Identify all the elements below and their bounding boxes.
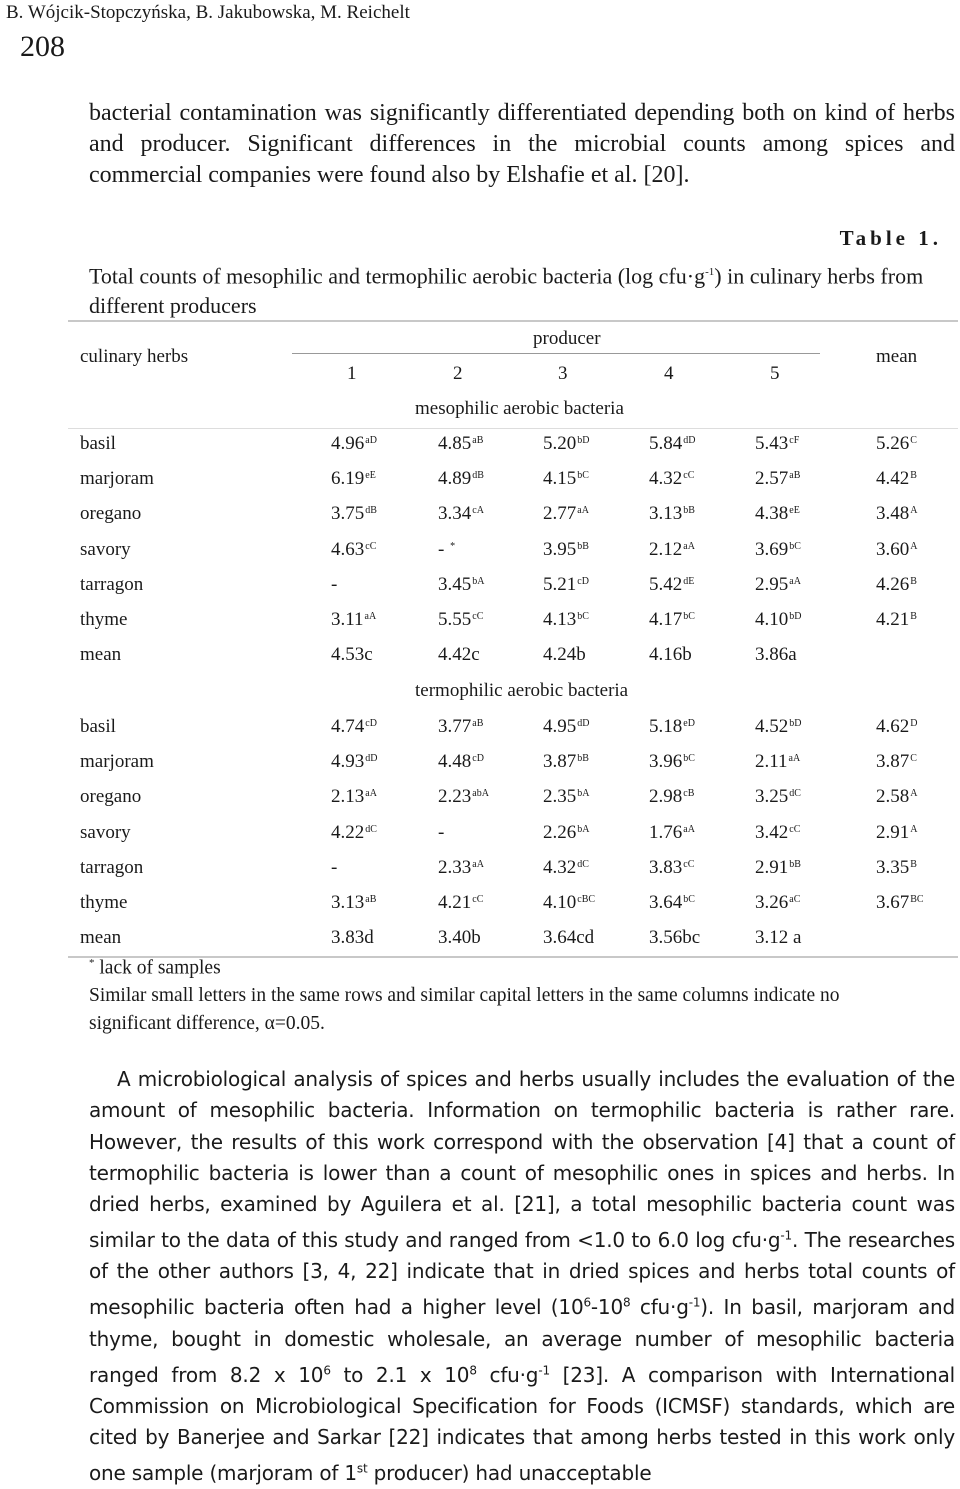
value-cell: $2.33^{aA}$ (438, 856, 484, 878)
row-label: marjoram (80, 751, 154, 773)
value-cell: $2.91^{bB}$ (755, 856, 801, 878)
value-cell: $3.34^{cA}$ (438, 503, 484, 525)
value-cell: $4.48^{cD}$ (438, 751, 484, 773)
value-cell: $3.95^{bB}$ (543, 538, 589, 560)
value-cell: 5.42dE (649, 573, 695, 595)
row-label: savory (80, 821, 131, 843)
value-cell: 3.83d (331, 927, 374, 949)
row-label: oregano (80, 786, 142, 808)
producer-col-5: 5 (770, 363, 780, 384)
value-cell: $4.21^{cC}$ (438, 892, 484, 913)
mean-cell: $4.21^B$ (876, 609, 917, 630)
value-cell: $3.75^{dB}$ (331, 503, 377, 525)
value-cell: $4.13^{bC}$ (543, 609, 589, 630)
value-cell: $4.10^{bD}$ (755, 609, 802, 630)
row-label: mean (80, 644, 122, 666)
value-cell: $3.11^{aA}$ (331, 609, 377, 630)
value-cell: $2.12^{aA}$ (649, 538, 695, 560)
value-cell: $4.17^{bC}$ (649, 609, 695, 630)
value-cell: 3.56bc (649, 927, 701, 949)
value-cell: $3.26^{aC}$ (755, 892, 801, 913)
value-cell: - * (438, 538, 456, 560)
value-cell: $4.32^{cC}$ (649, 468, 695, 490)
value-cell: $4.74^{cD}$ (331, 716, 377, 737)
value-cell: $3.83^{cC}$ (649, 856, 695, 878)
producer-col-3: 3 (558, 363, 568, 384)
table-note-significance: Similar small letters in the same rows and similar capital letters in the same columns indicate no (89, 985, 840, 1006)
row-label: oregano (80, 503, 142, 525)
producer-col-2: 2 (453, 363, 463, 384)
value-cell: $3.96^{bC}$ (649, 751, 695, 773)
value-cell: $5.20^{bD}$ (543, 433, 590, 454)
value-cell: $4.85^{aB}$ (438, 433, 484, 454)
value-cell: $3.25^{dC}$ (755, 786, 801, 808)
value-cell: $3.69^{bC}$ (755, 538, 801, 560)
col-header-mean: mean (876, 346, 918, 367)
value-cell: $2.11^{aA}$ (755, 751, 801, 773)
mean-cell: $3.87^C$ (876, 751, 917, 773)
intro-paragraph: bacterial contamination was significantly differentiated depending both on kind of herbs and producer. Significant differences in the microbial counts among spices and commercial companies were found also by Elshafie et al. [20]. (89, 100, 955, 188)
row-label: mean (80, 927, 122, 949)
value-cell: $4.22^{dC}$ (331, 821, 377, 843)
mean-cell: $3.35^B$ (876, 856, 917, 878)
value-cell: $3.64^{bC}$ (649, 892, 695, 913)
value-cell: $3.45^{bA}$ (438, 573, 485, 595)
value-cell: 4.53c (331, 644, 373, 666)
value-cell: 4.16b (649, 644, 692, 666)
value-cell: $3.13^{aB}$ (331, 892, 377, 913)
table-caption: Total counts of mesophilic and termophilic aerobic bacteria (log $cfu\cdot g^{-1}$) in culinary herbs from different producers (89, 263, 924, 319)
value-cell: 4.42c (438, 644, 480, 666)
value-cell: $2.26^{bA}$ (543, 821, 590, 843)
running-header-authors: B. Wójcik-Stopczyńska, B. Jakubowska, M. Reichelt (6, 2, 410, 23)
producer-underline (292, 353, 820, 354)
value-cell: $5.55^{cC}$ (438, 609, 484, 630)
row-label: basil (80, 716, 116, 737)
section-title: termophilic aerobic bacteria (415, 680, 629, 701)
table-label: Table 1. (839, 226, 942, 250)
value-cell: - (331, 856, 338, 878)
row-label: tarragon (80, 856, 144, 878)
value-cell: $2.57^{aB}$ (755, 468, 801, 490)
mean-cell: $3.67^{BC}$ (876, 892, 924, 913)
col-header-herbs: culinary herbs (80, 346, 189, 367)
producer-col-1: 1 (347, 363, 357, 384)
value-cell: - (438, 821, 445, 843)
value-cell: $5.43^{cF}$ (755, 433, 800, 454)
table-note-missing: * lack of samples (89, 957, 221, 979)
value-cell: $4.52^{bD}$ (755, 716, 802, 737)
row-label: thyme (80, 609, 128, 630)
value-cell: $3.13^{bB}$ (649, 503, 695, 525)
mean-cell: $3.60^A$ (876, 538, 918, 560)
mean-cell: $3.48^A$ (876, 503, 918, 525)
value-cell: $2.23^{abA}$ (438, 786, 489, 808)
mean-cell: $5.26^C$ (876, 433, 917, 454)
value-cell: 3.12 a (755, 927, 802, 949)
mean-cell: $4.62^D$ (876, 716, 918, 737)
value-cell: $1.76^{aA}$ (649, 821, 695, 843)
mean-cell: $4.42^B$ (876, 468, 917, 490)
row-label: marjoram (80, 468, 154, 490)
value-cell: $2.77^{aA}$ (543, 503, 589, 525)
value-cell: $2.13^{aA}$ (331, 786, 377, 808)
col-header-producer: producer (533, 328, 601, 349)
value-cell: $6.19^{eE}$ (331, 468, 376, 490)
row-label: savory (80, 538, 131, 560)
value-cell: $4.38^{eE}$ (755, 503, 800, 525)
producer-col-4: 4 (664, 363, 674, 384)
value-cell: $4.95^{dD}$ (543, 716, 590, 737)
table-top-rule (68, 320, 958, 322)
value-cell: 3.40b (438, 927, 481, 949)
section-title: mesophilic aerobic bacteria (415, 398, 624, 419)
value-cell: $4.10^{cBC}$ (543, 892, 596, 913)
mean-cell: $2.91^A$ (876, 821, 918, 843)
value-cell: $4.15^{bC}$ (543, 468, 589, 490)
value-cell: $5.18^{eD}$ (649, 716, 695, 737)
value-cell: $5.21^{cD}$ (543, 573, 589, 595)
mean-cell: $4.26^B$ (876, 573, 917, 595)
value-cell: $4.89^{dB}$ (438, 468, 484, 490)
value-cell: $3.42^{cC}$ (755, 821, 801, 843)
value-cell: $4.32^{dC}$ (543, 856, 589, 878)
value-cell: 4.24b (543, 644, 586, 666)
value-cell: 3.64cd (543, 927, 595, 949)
value-cell: $3.77^{aB}$ (438, 716, 484, 737)
value-cell: $3.87^{bB}$ (543, 751, 589, 773)
value-cell: $5.84^{dD}$ (649, 433, 696, 454)
value-cell: $2.35^{bA}$ (543, 786, 590, 808)
value-cell: $4.96^{aD}$ (331, 433, 377, 454)
row-label: thyme (80, 892, 128, 913)
value-cell: $4.63^{cC}$ (331, 538, 377, 560)
page-number: 208 (20, 30, 65, 63)
table-note-alpha: significant difference, α=0.05. (89, 1013, 325, 1034)
header-rule (68, 428, 958, 429)
value-cell: $4.93^{dD}$ (331, 751, 378, 773)
mean-cell: $2.58^A$ (876, 786, 918, 808)
discussion-paragraph: A microbiological analysis of spices and herbs usually includes the evaluation of the amount of mesophilic bacteria. Information on termophilic bacteria is rather rare. However, the results of this work correspond with the observation [4] that a count of termophilic bacteria is lower than a count of mesophilic ones in spices and herbs. In dried herbs, examined by Aguilera et al. [21], a total mesophilic bacteria count was similar to the data of this study and ranged from <1.0 to 6.0 $\log cfu\cdot g^{-1}$. The researches of the other authors [3, 4, 22] indicate that in dried spices and herbs total counts of mesophilic bacteria often had a higher level ($10^6-10^8$ $cfu\cdot g^{-1}$). In basil, marjoram and thyme, bought in domestic wholesale, an average number of mesophilic bacteria ranged from 8.2 x $10^6$ to 2.1 x $10^8$ $cfu\cdot g^{-1}$ [23]. A comparison with International Commission on Microbiological Specification for Foods (ICMSF) standards, which are cited by Banerjee and Sarkar [22] indicates that among herbs tested in this work only one sample (marjoram of 1st producer) had unacceptable (89, 1067, 956, 1486)
row-label: basil (80, 433, 116, 454)
value-cell: - (331, 573, 338, 595)
value-cell: $2.95^{aA}$ (755, 573, 801, 595)
row-label: tarragon (80, 573, 144, 595)
value-cell: 3.86a (755, 644, 797, 666)
value-cell: $2.98^{cB}$ (649, 786, 695, 808)
